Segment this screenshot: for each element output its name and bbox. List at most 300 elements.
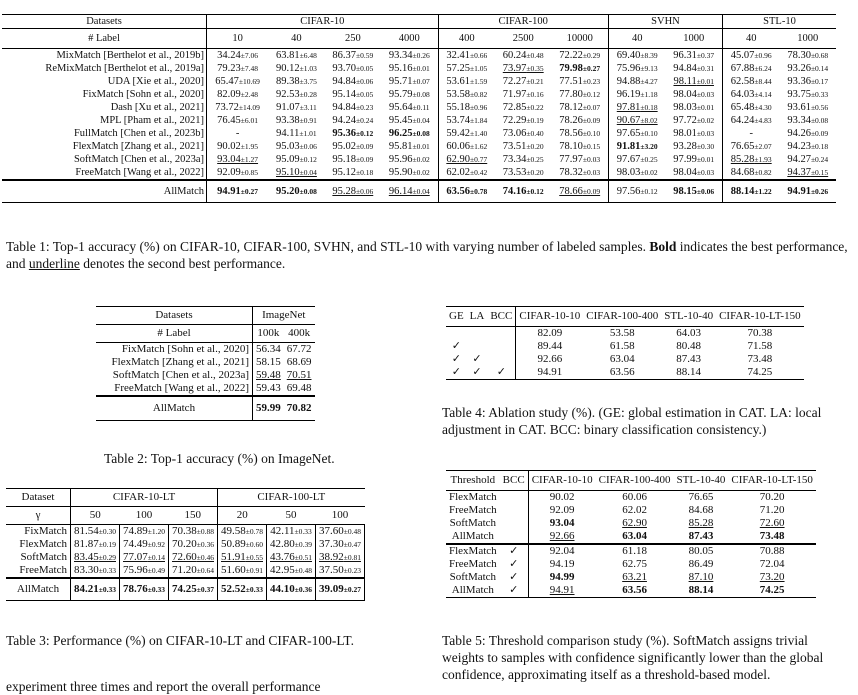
result-cell: 59.42±1.40	[446, 128, 488, 139]
result-cell: 87.10	[688, 571, 714, 583]
table-row-ours	[96, 396, 315, 420]
result-cell: 95.36±0.12	[332, 128, 374, 139]
result-cell: 38.92±0.81	[316, 551, 365, 564]
result-cell: 96.31±0.37	[665, 49, 722, 63]
result-cell: 63.04	[609, 353, 635, 365]
result-cell: 95.14±0.05	[332, 89, 374, 100]
t5-header: STL-10-40	[676, 474, 726, 486]
result-cell: 78.66±0.09	[551, 180, 608, 202]
result-cell: 52.52±0.33	[218, 578, 267, 600]
result-cell: 69.48	[286, 382, 312, 394]
method-name: SoftMatch [Chen et al., 2023a]	[96, 369, 253, 382]
result-cell: 75.96±9.13	[616, 63, 658, 74]
result-cell: 94.26±0.09	[787, 128, 829, 139]
table-row	[446, 327, 804, 341]
t1-group: SVHN	[608, 15, 722, 29]
result-cell: 77.97±0.03	[551, 153, 608, 166]
table-2-caption: Table 2: Top-1 accuracy (%) on ImageNet.	[104, 451, 335, 466]
table-row	[6, 538, 365, 551]
result-cell: 67.72	[286, 343, 312, 355]
result-cell: 89.44	[537, 340, 563, 352]
check-mark: ✓	[451, 366, 461, 378]
result-cell: 89.38±3.75	[275, 76, 317, 87]
table-row	[96, 382, 315, 396]
result-cell: 56.34	[256, 343, 281, 355]
result-cell: 78.30±0.68	[787, 50, 829, 61]
method-name: FlexMatch	[6, 538, 71, 551]
check-mark: ✓	[500, 544, 529, 558]
method-name: AllMatch	[451, 530, 494, 542]
table-row	[96, 356, 315, 369]
result-cell: 95.16±0.01	[381, 62, 438, 75]
t1-label: 40	[291, 33, 302, 44]
result-cell: 63.04	[622, 530, 647, 542]
result-cell: 70.20	[759, 491, 785, 503]
method-name: AllMatch	[96, 396, 253, 420]
t1-col-datasets: Datasets	[2, 15, 207, 29]
result-cell: 87.43	[676, 353, 702, 365]
method-name: SoftMatch	[6, 551, 71, 564]
result-cell: 59.48	[256, 369, 281, 381]
result-cell: 95.96±0.02	[381, 153, 438, 166]
result-cell: 53.58±0.82	[446, 89, 488, 100]
check-mark: ✓	[451, 340, 461, 352]
table-row	[6, 551, 365, 564]
method-name: FixMatch [Sohn et al., 2020]	[96, 343, 253, 357]
t5-header: BCC	[500, 471, 529, 491]
table-3	[6, 488, 365, 601]
table-row	[2, 88, 836, 101]
check-mark	[500, 530, 529, 544]
result-cell: 53.58	[609, 327, 635, 339]
check-mark	[467, 327, 488, 341]
result-cell: 43.76±0.51	[267, 551, 316, 564]
result-cell: 62.75	[622, 558, 647, 570]
result-cell: 85.28±1.93	[730, 154, 772, 165]
result-cell: 63.56	[622, 584, 647, 596]
method-name: FlexMatch [Zhang et al., 2021]	[2, 140, 207, 153]
result-cell: 73.48	[759, 530, 785, 542]
t3-label: 100	[331, 509, 349, 521]
t1-label: 40	[631, 33, 643, 44]
result-cell: 94.23±0.18	[787, 141, 829, 152]
result-cell: 45.07±0.96	[730, 50, 772, 61]
result-cell: 60.06	[622, 491, 647, 503]
result-cell: 70.20±0.36	[169, 538, 218, 551]
result-cell: 64.03	[676, 327, 702, 339]
result-cell: 82.09	[537, 327, 563, 339]
table-4-caption: Table 4: Ablation study (%). (GE: global estimation in CAT. LA: local adjustment in CAT. BCC: binary classification consistency.)	[442, 405, 822, 437]
result-cell: 64.03±4.14	[730, 89, 772, 100]
t3-gamma: γ	[6, 507, 71, 525]
table-row-ours	[2, 180, 836, 202]
t2-label: 400k	[288, 327, 311, 339]
result-cell: 74.49±0.92	[120, 538, 169, 551]
t1-col-label: # Label	[2, 29, 207, 49]
result-cell: 73.51±0.20	[502, 141, 544, 152]
result-cell: 71.58	[747, 340, 773, 352]
result-cell: 73.06±0.40	[502, 128, 544, 139]
result-cell: 80.48	[676, 340, 702, 352]
check-mark	[467, 340, 488, 353]
method-name: MPL [Pham et al., 2021]	[2, 114, 207, 127]
result-cell: 71.97±0.16	[502, 89, 544, 100]
result-cell: 95.09±0.12	[275, 154, 317, 165]
result-cell: 96.19±1.18	[616, 89, 658, 100]
result-cell: 64.24±4.83	[730, 115, 772, 126]
t4-header: CIFAR-100-400	[586, 310, 659, 322]
result-cell: 94.91±0.27	[217, 185, 259, 197]
result-cell: 94.19	[549, 558, 575, 570]
t1-label: 40	[745, 33, 757, 44]
table-row	[446, 571, 816, 584]
result-cell: 63.81±6.48	[275, 50, 317, 61]
result-cell: 93.28±0.30	[665, 140, 722, 153]
result-cell: 42.95±0.48	[267, 564, 316, 578]
table-2	[96, 306, 315, 421]
result-cell: 74.89±1.20	[120, 525, 169, 539]
result-cell: 74.25	[759, 584, 785, 596]
result-cell: 62.02±0.42	[446, 167, 488, 178]
result-cell: 92.66	[537, 353, 563, 365]
check-mark: ✓	[487, 366, 516, 380]
table-3-caption: Table 3: Performance (%) on CIFAR-10-LT and CIFAR-100-LT.	[6, 633, 354, 648]
result-cell: 72.29±0.19	[502, 115, 544, 126]
result-cell: 95.64±0.11	[381, 101, 438, 114]
result-cell: 70.38±0.88	[169, 525, 218, 539]
result-cell: 95.20±0.08	[275, 185, 317, 197]
check-mark: ✓	[451, 353, 461, 365]
result-cell: 90.12±1.03	[275, 63, 317, 74]
t1-label: 4000	[381, 29, 438, 49]
t4-header: STL-10-40	[664, 310, 714, 322]
result-cell: 86.37±0.59	[332, 50, 374, 61]
result-cell: 78.12±0.07	[551, 101, 608, 114]
result-cell: 51.91±0.55	[218, 551, 267, 564]
method-name: AllMatch	[6, 578, 71, 600]
t2-col-imagenet: ImageNet	[262, 309, 306, 321]
table-row	[446, 366, 804, 380]
result-cell: 71.20	[759, 504, 785, 516]
result-cell: 37.60±0.48	[316, 525, 365, 539]
t1-label: 1000	[665, 29, 722, 49]
result-cell: 78.56±0.10	[551, 127, 608, 140]
result-cell: 83.30±0.33	[71, 564, 120, 578]
result-cell: 94.84±0.31	[665, 62, 722, 75]
t3-label: 20	[236, 509, 248, 521]
table-row	[446, 340, 804, 353]
result-cell: 81.54±0.30	[71, 525, 120, 539]
table-row	[2, 114, 836, 127]
result-cell: 72.27±0.21	[502, 76, 544, 87]
result-cell: 95.81±0.01	[381, 140, 438, 153]
table-row	[2, 166, 836, 180]
result-cell: 42.11±0.33	[267, 525, 316, 539]
method-name: MixMatch [Berthelot et al., 2019b]	[2, 49, 207, 63]
table-row	[2, 49, 836, 63]
result-cell: 65.47±10.69	[215, 76, 260, 87]
result-cell: 77.51±0.23	[551, 75, 608, 88]
result-cell: 93.61±0.56	[787, 102, 829, 113]
method-name: FreeMatch [Wang et al., 2022]	[96, 382, 253, 396]
result-cell: 63.56±0.78	[446, 185, 488, 197]
result-cell: 90.02	[549, 491, 575, 503]
result-cell: 51.60±0.91	[218, 564, 267, 578]
check-mark: ✓	[500, 558, 529, 571]
result-cell: 92.04	[549, 545, 575, 557]
result-cell: 84.68±0.82	[730, 167, 772, 178]
table-row	[96, 369, 315, 382]
result-cell: 93.38±0.91	[275, 115, 317, 126]
check-mark: ✓	[500, 584, 529, 598]
result-cell: 79.98±0.27	[551, 62, 608, 75]
method-name: SoftMatch	[449, 517, 497, 529]
result-cell: 98.01±0.03	[665, 127, 722, 140]
result-cell: 97.72±0.02	[665, 114, 722, 127]
result-cell: 49.58±0.78	[218, 525, 267, 539]
result-cell: 93.26±0.14	[787, 63, 829, 74]
method-name: FixMatch	[6, 525, 71, 539]
table-row	[446, 530, 816, 544]
check-mark: ✓	[500, 571, 529, 584]
t5-header: CIFAR-100-400	[598, 474, 671, 486]
table-1-caption: Table 1: Top-1 accuracy (%) on CIFAR-10, CIFAR-100, SVHN, and STL-10 with varying number of labeled samples. Bold indicates the best performance, and underline denotes the second best performance.	[6, 239, 848, 271]
result-cell: 94.91	[549, 584, 575, 596]
result-cell: 59.99	[256, 401, 281, 414]
t4-header: BCC	[487, 307, 516, 327]
result-cell: 95.28±0.06	[332, 185, 374, 197]
result-cell: 78.26±0.09	[551, 114, 608, 127]
t1-label: 10	[232, 33, 243, 44]
t4-header: LA	[469, 310, 485, 322]
table-row	[446, 491, 816, 505]
method-name: ReMixMatch [Berthelot et al., 2019a]	[2, 62, 207, 75]
check-mark	[487, 327, 516, 341]
result-cell: 70.82	[286, 401, 312, 414]
t5-header: Threshold	[450, 474, 496, 486]
t4-header: CIFAR-10-LT-150	[719, 310, 801, 322]
result-cell: 79.23±7.48	[217, 63, 259, 74]
result-cell: 97.81±0.18	[616, 102, 658, 113]
result-cell: 57.25±1.05	[446, 63, 488, 74]
check-mark: ✓	[472, 353, 482, 365]
result-cell: 85.28	[688, 517, 714, 529]
t3-label: 50	[285, 509, 297, 521]
result-cell: 88.14±1.22	[730, 185, 772, 197]
result-cell: 98.15±0.06	[665, 180, 722, 202]
method-name: FlexMatch [Zhang et al., 2021]	[96, 356, 253, 369]
table-row	[446, 504, 816, 517]
method-name: Dash [Xu et al., 2021]	[2, 101, 207, 114]
result-cell: 63.56	[609, 366, 635, 378]
result-cell: 53.61±1.59	[446, 76, 488, 87]
result-cell: 68.69	[286, 356, 312, 368]
result-cell: 95.45±0.04	[381, 114, 438, 127]
check-mark: ✓	[472, 366, 482, 378]
result-cell: 72.04	[759, 558, 785, 570]
result-cell: 94.84±0.23	[332, 102, 374, 113]
result-cell: 98.03±0.02	[616, 167, 658, 178]
result-cell: 95.02±0.09	[332, 141, 374, 152]
result-cell: 61.18	[622, 545, 647, 557]
result-cell: 98.03±0.01	[665, 101, 722, 114]
result-cell: 94.37±0.15	[787, 167, 829, 178]
result-cell: 70.51	[286, 369, 312, 381]
result-cell: 62.02	[622, 504, 647, 516]
result-cell: 58.15	[256, 356, 281, 368]
result-cell: 76.65	[688, 491, 714, 503]
result-cell: 67.88±6.24	[730, 63, 772, 74]
result-cell: 95.79±0.08	[381, 88, 438, 101]
result-cell: 77.80±0.12	[551, 88, 608, 101]
result-cell: 70.38	[747, 327, 773, 339]
method-name: FixMatch [Sohn et al., 2020]	[2, 88, 207, 101]
result-cell: 98.04±0.03	[665, 166, 722, 180]
table-row	[2, 127, 836, 140]
result-cell: 73.72±14.09	[215, 102, 260, 113]
result-cell: 94.91	[537, 366, 563, 378]
t1-label: 2500	[512, 33, 534, 44]
result-cell: 53.74±1.84	[446, 115, 488, 126]
check-mark	[500, 491, 529, 505]
method-name: SoftMatch	[449, 571, 497, 583]
result-cell: 93.04±1.27	[217, 154, 259, 165]
result-cell: 84.21±0.33	[71, 578, 120, 600]
check-mark	[487, 340, 516, 353]
result-cell: 80.05	[688, 545, 714, 557]
method-name: AllMatch	[2, 180, 207, 202]
result-cell: 93.36±0.17	[787, 76, 829, 87]
result-cell: 86.49	[688, 558, 714, 570]
method-name: FlexMatch	[449, 491, 497, 503]
result-cell: 94.27±0.24	[787, 154, 829, 165]
table-row	[96, 343, 315, 357]
result-cell: 60.24±0.48	[502, 50, 544, 61]
table-1	[2, 14, 836, 203]
t3-group: CIFAR-100-LT	[257, 491, 326, 503]
result-cell: 73.34±0.25	[502, 154, 544, 165]
result-cell: 87.43	[688, 530, 714, 542]
result-cell: 92.66	[549, 530, 575, 542]
result-cell: 95.18±0.09	[332, 154, 374, 165]
t4-header: CIFAR-10-10	[519, 310, 581, 322]
t4-header: GE	[449, 310, 464, 322]
method-name: UDA [Xie et al., 2020]	[2, 75, 207, 88]
check-mark	[487, 353, 516, 366]
result-cell: 59.43	[256, 382, 281, 394]
result-cell: 61.58	[609, 340, 635, 352]
table-row	[2, 140, 836, 153]
result-cell: 76.65±2.07	[730, 141, 772, 152]
result-cell: 50.89±0.60	[218, 538, 267, 551]
result-cell: 97.56±0.12	[616, 185, 658, 197]
result-cell: 62.58±8.44	[730, 76, 772, 87]
result-cell: 92.09	[549, 504, 575, 516]
body-text-fragment: experiment three times and report the overall performance	[6, 679, 321, 694]
result-cell: -	[235, 128, 240, 139]
result-cell: 94.84±0.06	[332, 76, 374, 87]
result-cell: 62.90	[622, 517, 647, 529]
method-name: AllMatch	[451, 584, 494, 596]
check-mark	[446, 327, 467, 341]
result-cell: 97.99±0.01	[665, 153, 722, 166]
result-cell: 60.06±1.62	[446, 141, 488, 152]
result-cell: 37.50±0.23	[316, 564, 365, 578]
t1-group: STL-10	[763, 16, 796, 27]
check-mark	[500, 517, 529, 530]
result-cell: 62.90±0.77	[446, 154, 488, 165]
result-cell: 78.76±0.33	[120, 578, 169, 600]
result-cell: 72.85±0.22	[502, 102, 544, 113]
result-cell: 73.20	[759, 571, 785, 583]
result-cell: 84.68	[688, 504, 714, 516]
table-row	[6, 564, 365, 578]
table-row	[446, 353, 804, 366]
result-cell: 97.65±0.10	[616, 128, 658, 139]
result-cell: 42.80±0.39	[267, 538, 316, 551]
result-cell: 92.53±0.28	[275, 89, 317, 100]
result-cell: 72.22±0.29	[551, 49, 608, 63]
method-name: FreeMatch	[449, 558, 497, 570]
result-cell: 37.30±0.47	[316, 538, 365, 551]
result-cell: 95.90±0.02	[381, 166, 438, 180]
table-row	[2, 62, 836, 75]
result-cell: 82.09±2.48	[217, 89, 259, 100]
result-cell: 83.45±0.29	[71, 551, 120, 564]
result-cell: 93.34±0.26	[381, 49, 438, 63]
table-row	[2, 153, 836, 166]
t3-col-dataset: Dataset	[6, 489, 71, 507]
result-cell: 74.16±0.12	[502, 185, 544, 197]
result-cell: 93.75±0.33	[787, 89, 829, 100]
result-cell: 95.03±0.06	[275, 141, 317, 152]
result-cell: 95.12±0.18	[332, 167, 374, 178]
result-cell: 78.10±0.15	[551, 140, 608, 153]
t1-group: CIFAR-100	[438, 15, 608, 29]
t3-group: CIFAR-10-LT	[71, 489, 218, 507]
result-cell: 92.09±0.85	[217, 167, 259, 178]
table-row	[446, 558, 816, 571]
t2-col-label: # Label	[96, 325, 253, 343]
t1-group: CIFAR-10	[207, 15, 439, 29]
method-name: SoftMatch [Chen et al., 2023a]	[2, 153, 207, 166]
result-cell: 73.48	[747, 353, 773, 365]
result-cell: 39.09±0.27	[316, 578, 365, 600]
table-row	[6, 525, 365, 539]
result-cell: 98.11±0.01	[665, 75, 722, 88]
table-row	[446, 544, 816, 558]
result-cell: 63.21	[622, 571, 647, 583]
check-mark	[500, 504, 529, 517]
t2-label: 100k	[257, 327, 280, 339]
result-cell: 94.99	[549, 571, 575, 583]
table-4	[446, 306, 804, 380]
result-cell: -	[749, 128, 753, 139]
result-cell: 95.10±0.04	[275, 167, 317, 178]
result-cell: 75.96±0.49	[120, 564, 169, 578]
result-cell: 88.14	[688, 584, 714, 596]
result-cell: 94.11±1.01	[276, 128, 317, 139]
result-cell: 81.87±0.19	[71, 538, 120, 551]
t5-header: CIFAR-10-10	[531, 474, 593, 486]
result-cell: 71.20±0.64	[169, 564, 218, 578]
method-name: FullMatch [Chen et al., 2023b]	[2, 127, 207, 140]
result-cell: 72.60±0.46	[169, 551, 218, 564]
t3-label: 150	[169, 507, 218, 525]
table-row	[446, 584, 816, 598]
result-cell: 93.70±0.05	[332, 63, 374, 74]
result-cell: 94.24±0.24	[332, 115, 374, 126]
